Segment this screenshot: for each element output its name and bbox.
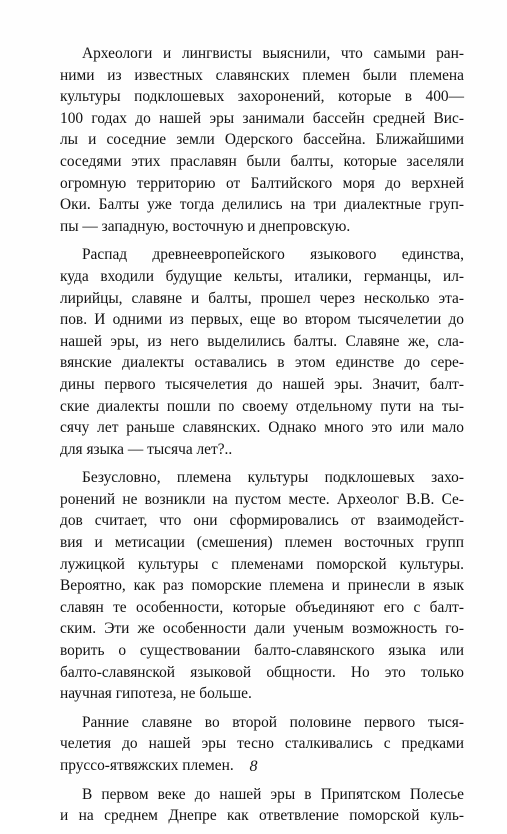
text-line: Безусловно, племена культуры подклошевых захо- [82, 469, 464, 487]
text-line: пы — западную, восточную и днепровскую. [60, 217, 351, 235]
text-line: лы и соседние земли Одерского бассейна. Ближайшими [60, 131, 464, 149]
text-line: огромную территорию от Балтийского моря до верхней [60, 174, 464, 192]
text-line: научная гипотеза, не больше. [60, 685, 252, 703]
page-number: 8 [249, 758, 258, 775]
text-line: для языка — тысяча лет?.. [60, 440, 233, 458]
text-line: балто-славянской языковой общности. Но это только [60, 663, 464, 681]
text-line: славян те особенности, которые объединяют его с балт- [60, 598, 464, 616]
text-line: сячу лет раньше славянских. Однако много это или мало [60, 419, 464, 437]
text-line: Археологи и лингвисты выяснили, что самыми ран- [82, 45, 464, 62]
text-line: 100 годах до нашей эры занимали бассейн средней Вис- [60, 109, 464, 127]
paragraph [60, 43, 464, 237]
text-line: культуры подклошевых захоронений, которые в 400— [60, 88, 464, 106]
text-line: челетия до нашей эры тесно сталкивались с предками [60, 735, 464, 753]
text-line: нашей эры, из него выделились балты. Славяне же, сла- [60, 332, 464, 350]
body-text [60, 43, 464, 834]
text-line: лирийцы, славяне и балты, прошел через несколько эта- [60, 289, 464, 307]
text-line: ские диалекты пошли по своему отдельному пути на ты- [60, 397, 464, 415]
text-line: и на среднем Днепре как ответвление поморской куль- [60, 807, 464, 825]
text-line: ворить о существовании балто-славянского языка или [60, 642, 464, 660]
paragraph [60, 784, 464, 827]
text-line: дов считает, что они сформировались от взаимодейст- [60, 512, 464, 530]
text-line: ними из известных славянских племен были племена [60, 66, 464, 84]
text-line: Оки. Балты уже тогда делились на три диалектные груп- [60, 196, 464, 214]
text-line: пруссо-ятвяжских племен. [60, 757, 234, 774]
text-line: лужицкой культуры с племенами поморской культуры. [60, 555, 464, 573]
text-line: ским. Эти же особенности дали ученым возможность го- [60, 620, 464, 638]
text-line: Ранние славяне во второй половине первого тыся- [82, 713, 464, 731]
text-line: пов. И одними из первых, еще во втором тысячелетии до [60, 311, 464, 329]
paragraph [60, 244, 464, 460]
text-line: соседями этих праславян были балты, которые заселяли [60, 152, 464, 170]
paragraph [60, 467, 464, 705]
text-line: ронений не возникли на пустом месте. Археолог В.В. Се- [60, 490, 464, 508]
text-line: дины первого тысячелетия до нашей эры. Значит, балт- [60, 375, 464, 393]
text-line: Распад древнеевропейского языкового единства, [82, 246, 464, 264]
text-line: куда входили будущие кельты, италики, германцы, ил- [60, 267, 464, 285]
text-line: Вероятно, как раз поморские племена и принесли в язык [60, 577, 464, 595]
text-line: вия и метисации (смешения) племен восточных групп [60, 534, 464, 552]
text-line: вянские диалекты оставались в этом единстве до сере- [60, 354, 464, 372]
text-line: В первом веке до нашей эры в Припятском Полесье [82, 785, 464, 803]
